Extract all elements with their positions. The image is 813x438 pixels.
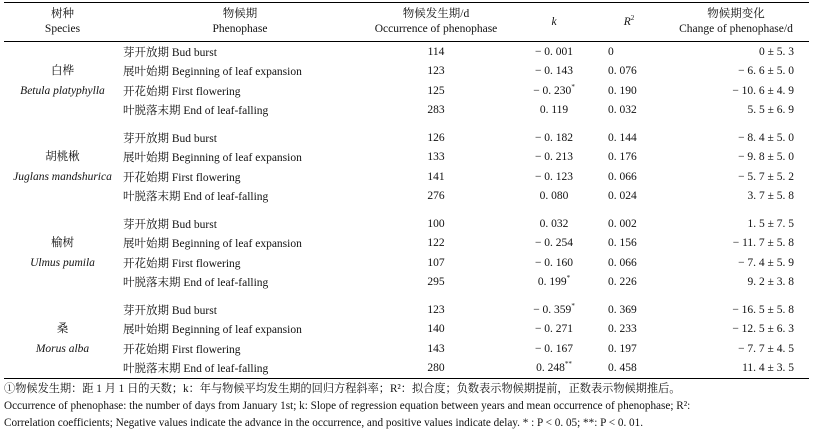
- phenophase-cell: 叶脱落末期 End of leaf-falling: [123, 363, 269, 376]
- table-row: [4, 214, 809, 234]
- occurrence-cell: 140: [427, 323, 445, 336]
- occurrence-cell: 123: [427, 303, 445, 316]
- header-occurrence: 物候发生期/d Occurrence of phenophase: [374, 8, 498, 35]
- r2-cell: 0. 144: [608, 131, 637, 144]
- occurrence-cell: 141: [427, 170, 445, 183]
- k-value: − 0. 001: [534, 45, 574, 58]
- table-body: [4, 42, 809, 379]
- k-value: − 0. 167: [534, 342, 574, 355]
- header-k: k: [551, 15, 557, 28]
- table-row: [4, 300, 809, 320]
- phenophase-cell: 展叶始期 Beginning of leaf expansion: [123, 324, 302, 337]
- table-row: [4, 81, 809, 101]
- change-cell: 3. 7 ± 5. 8: [747, 190, 794, 203]
- table-footnote: [4, 381, 809, 432]
- species-cn: 榆树: [51, 237, 74, 249]
- phenophase-cell: 开花始期 First flowering: [123, 85, 241, 98]
- change-cell: − 9. 8 ± 5. 0: [738, 151, 794, 164]
- occurrence-cell: 122: [427, 237, 445, 250]
- species-latin: Betula platyphylla: [20, 85, 105, 97]
- phenology-table: [4, 2, 809, 379]
- k-cell: [513, 300, 595, 320]
- k-value: 0. 248: [536, 362, 565, 375]
- significance-mark: *: [566, 274, 571, 283]
- r2-cell: 0. 458: [608, 362, 637, 375]
- k-value: 0. 199: [537, 276, 567, 289]
- table-row: [4, 62, 809, 82]
- r2-cell: 0. 190: [608, 84, 637, 97]
- r2-cell: 0: [608, 45, 614, 58]
- table-header: [4, 3, 809, 42]
- r2-cell: 0. 032: [608, 104, 637, 117]
- footnote-line-2: Occurrence of phenophase: the number of days from January 1st; k: Slope of regression equation between years and mean occurrence of phenophase; R²:: [4, 400, 691, 412]
- change-cell: 9. 2 ± 3. 8: [747, 276, 794, 289]
- group-spacer: [4, 120, 809, 128]
- species-latin: Ulmus pumila: [30, 257, 95, 269]
- species-cell: [4, 128, 121, 206]
- table-row: [4, 234, 809, 254]
- k-cell: [513, 320, 595, 340]
- table-row: [4, 128, 809, 148]
- table-row: [4, 187, 809, 207]
- change-cell: − 10. 6 ± 4. 9: [732, 84, 794, 97]
- r2-cell: 0. 156: [608, 237, 637, 250]
- phenophase-cell: 展叶始期 Beginning of leaf expansion: [123, 152, 302, 165]
- k-cell: [513, 359, 595, 379]
- occurrence-cell: 133: [427, 151, 445, 164]
- species-cell: [4, 300, 121, 379]
- phenophase-cell: 叶脱落末期 End of leaf-falling: [123, 105, 269, 118]
- phenophase-cell: 芽开放期 Bud burst: [123, 132, 217, 145]
- species-latin: Juglans mandshurica: [13, 171, 112, 183]
- r2-cell: 0. 176: [608, 151, 637, 164]
- k-cell: [513, 148, 595, 168]
- header-r2: $R^2$: [623, 13, 635, 28]
- occurrence-cell: 107: [427, 256, 445, 269]
- k-cell: [513, 214, 595, 234]
- phenophase-cell: 芽开放期 Bud burst: [123, 46, 217, 59]
- phenophase-cell: 芽开放期 Bud burst: [123, 218, 217, 231]
- significance-mark: *: [571, 301, 575, 310]
- k-value: − 0. 254: [534, 237, 574, 250]
- phenophase-cell: 开花始期 First flowering: [123, 343, 241, 356]
- phenophase-cell: 展叶始期 Beginning of leaf expansion: [123, 66, 302, 79]
- occurrence-cell: 276: [427, 190, 445, 203]
- species-cell: [4, 214, 121, 292]
- table-row: [4, 339, 809, 359]
- r2-cell: 0. 066: [608, 256, 637, 269]
- table-row: [4, 148, 809, 168]
- occurrence-cell: 143: [427, 342, 445, 355]
- footnote-line-1: ①物候发生期：距 1 月 1 日的天数；k：年与物候平均发生期的回归方程斜率；R²：拟合度；负数表示物候期提前，正数表示物候期推后。: [4, 383, 681, 395]
- r2-cell: 0. 226: [608, 276, 637, 289]
- change-cell: − 8. 4 ± 5. 0: [738, 131, 794, 144]
- species-cn: 胡桃楸: [45, 151, 80, 163]
- k-value: − 0. 230: [533, 84, 572, 97]
- k-value: − 0. 359: [533, 303, 572, 316]
- r2-cell: 0. 369: [608, 303, 637, 316]
- k-cell: [513, 339, 595, 359]
- k-value: − 0. 213: [534, 151, 574, 164]
- phenophase-cell: 开花始期 First flowering: [123, 257, 241, 270]
- phenophase-cell: 展叶始期 Beginning of leaf expansion: [123, 238, 302, 251]
- k-value: 0. 080: [539, 190, 569, 203]
- change-cell: − 5. 7 ± 5. 2: [738, 170, 794, 183]
- table-row: [4, 320, 809, 340]
- k-cell: [513, 62, 595, 82]
- change-cell: 11. 4 ± 3. 5: [742, 362, 794, 375]
- k-cell: [513, 101, 595, 121]
- change-cell: − 7. 4 ± 5. 9: [738, 256, 794, 269]
- table-row: [4, 101, 809, 121]
- group-spacer: [4, 292, 809, 300]
- group-spacer: [4, 206, 809, 214]
- significance-mark: *: [571, 82, 575, 91]
- k-value: − 0. 123: [534, 170, 574, 183]
- change-cell: 0 ± 5. 3: [758, 45, 794, 58]
- change-cell: − 7. 7 ± 4. 5: [738, 342, 794, 355]
- table-row: [4, 42, 809, 62]
- k-value: 0. 032: [539, 217, 569, 230]
- change-cell: 1. 5 ± 7. 5: [747, 217, 794, 230]
- k-cell: [513, 128, 595, 148]
- occurrence-cell: 295: [427, 276, 445, 289]
- k-value: − 0. 143: [534, 65, 574, 78]
- table-row: [4, 167, 809, 187]
- r2-cell: 0. 233: [608, 323, 637, 336]
- occurrence-cell: 126: [427, 131, 445, 144]
- phenophase-cell: 芽开放期 Bud burst: [123, 304, 217, 317]
- k-cell: [513, 253, 595, 273]
- r2-cell: 0. 002: [608, 217, 637, 230]
- header-change: 物候期变化 Change of phenophase/d: [679, 8, 793, 35]
- change-cell: − 16. 5 ± 5. 8: [732, 303, 794, 316]
- occurrence-cell: 125: [427, 84, 445, 97]
- k-value: − 0. 160: [534, 256, 574, 269]
- occurrence-cell: 123: [427, 65, 445, 78]
- r2-cell: 0. 076: [608, 65, 637, 78]
- change-cell: 5. 5 ± 6. 9: [747, 104, 794, 117]
- occurrence-cell: 280: [427, 362, 445, 375]
- change-cell: − 6. 6 ± 5. 0: [738, 65, 794, 78]
- occurrence-cell: 283: [427, 104, 445, 117]
- k-cell: [513, 42, 595, 62]
- table-row: [4, 359, 809, 379]
- occurrence-cell: 114: [427, 45, 445, 58]
- table-row: [4, 273, 809, 293]
- table-row: [4, 253, 809, 273]
- header-phenophase: 物候期 Phenophase: [212, 8, 268, 35]
- change-cell: − 12. 5 ± 6. 3: [732, 323, 794, 336]
- phenophase-cell: 开花始期 First flowering: [123, 171, 241, 184]
- k-value: − 0. 271: [534, 323, 574, 336]
- k-cell: [513, 81, 595, 101]
- species-latin: Morus alba: [35, 343, 90, 355]
- occurrence-cell: 100: [427, 217, 445, 230]
- species-cn: 桑: [56, 323, 69, 335]
- phenophase-cell: 叶脱落末期 End of leaf-falling: [123, 277, 269, 290]
- k-value: 0. 119: [539, 104, 569, 117]
- k-cell: [513, 234, 595, 254]
- k-value: − 0. 182: [534, 131, 574, 144]
- species-cell: [4, 42, 121, 121]
- significance-mark: **: [564, 360, 572, 369]
- footnote-line-3: Correlation coefficients; Negative values indicate the advance in the occurrence, and positive values indicate delay. * : P < 0. 05; **: P < 0. 01.: [4, 417, 644, 429]
- r2-cell: 0. 197: [608, 342, 637, 355]
- k-cell: [513, 273, 595, 293]
- header-species: 树种 Species: [44, 8, 81, 35]
- change-cell: − 11. 7 ± 5. 8: [732, 237, 794, 250]
- k-cell: [513, 167, 595, 187]
- species-cn: 白桦: [51, 65, 74, 77]
- k-cell: [513, 187, 595, 207]
- r2-cell: 0. 066: [608, 170, 637, 183]
- r2-cell: 0. 024: [608, 190, 637, 203]
- phenophase-cell: 叶脱落末期 End of leaf-falling: [123, 191, 269, 204]
